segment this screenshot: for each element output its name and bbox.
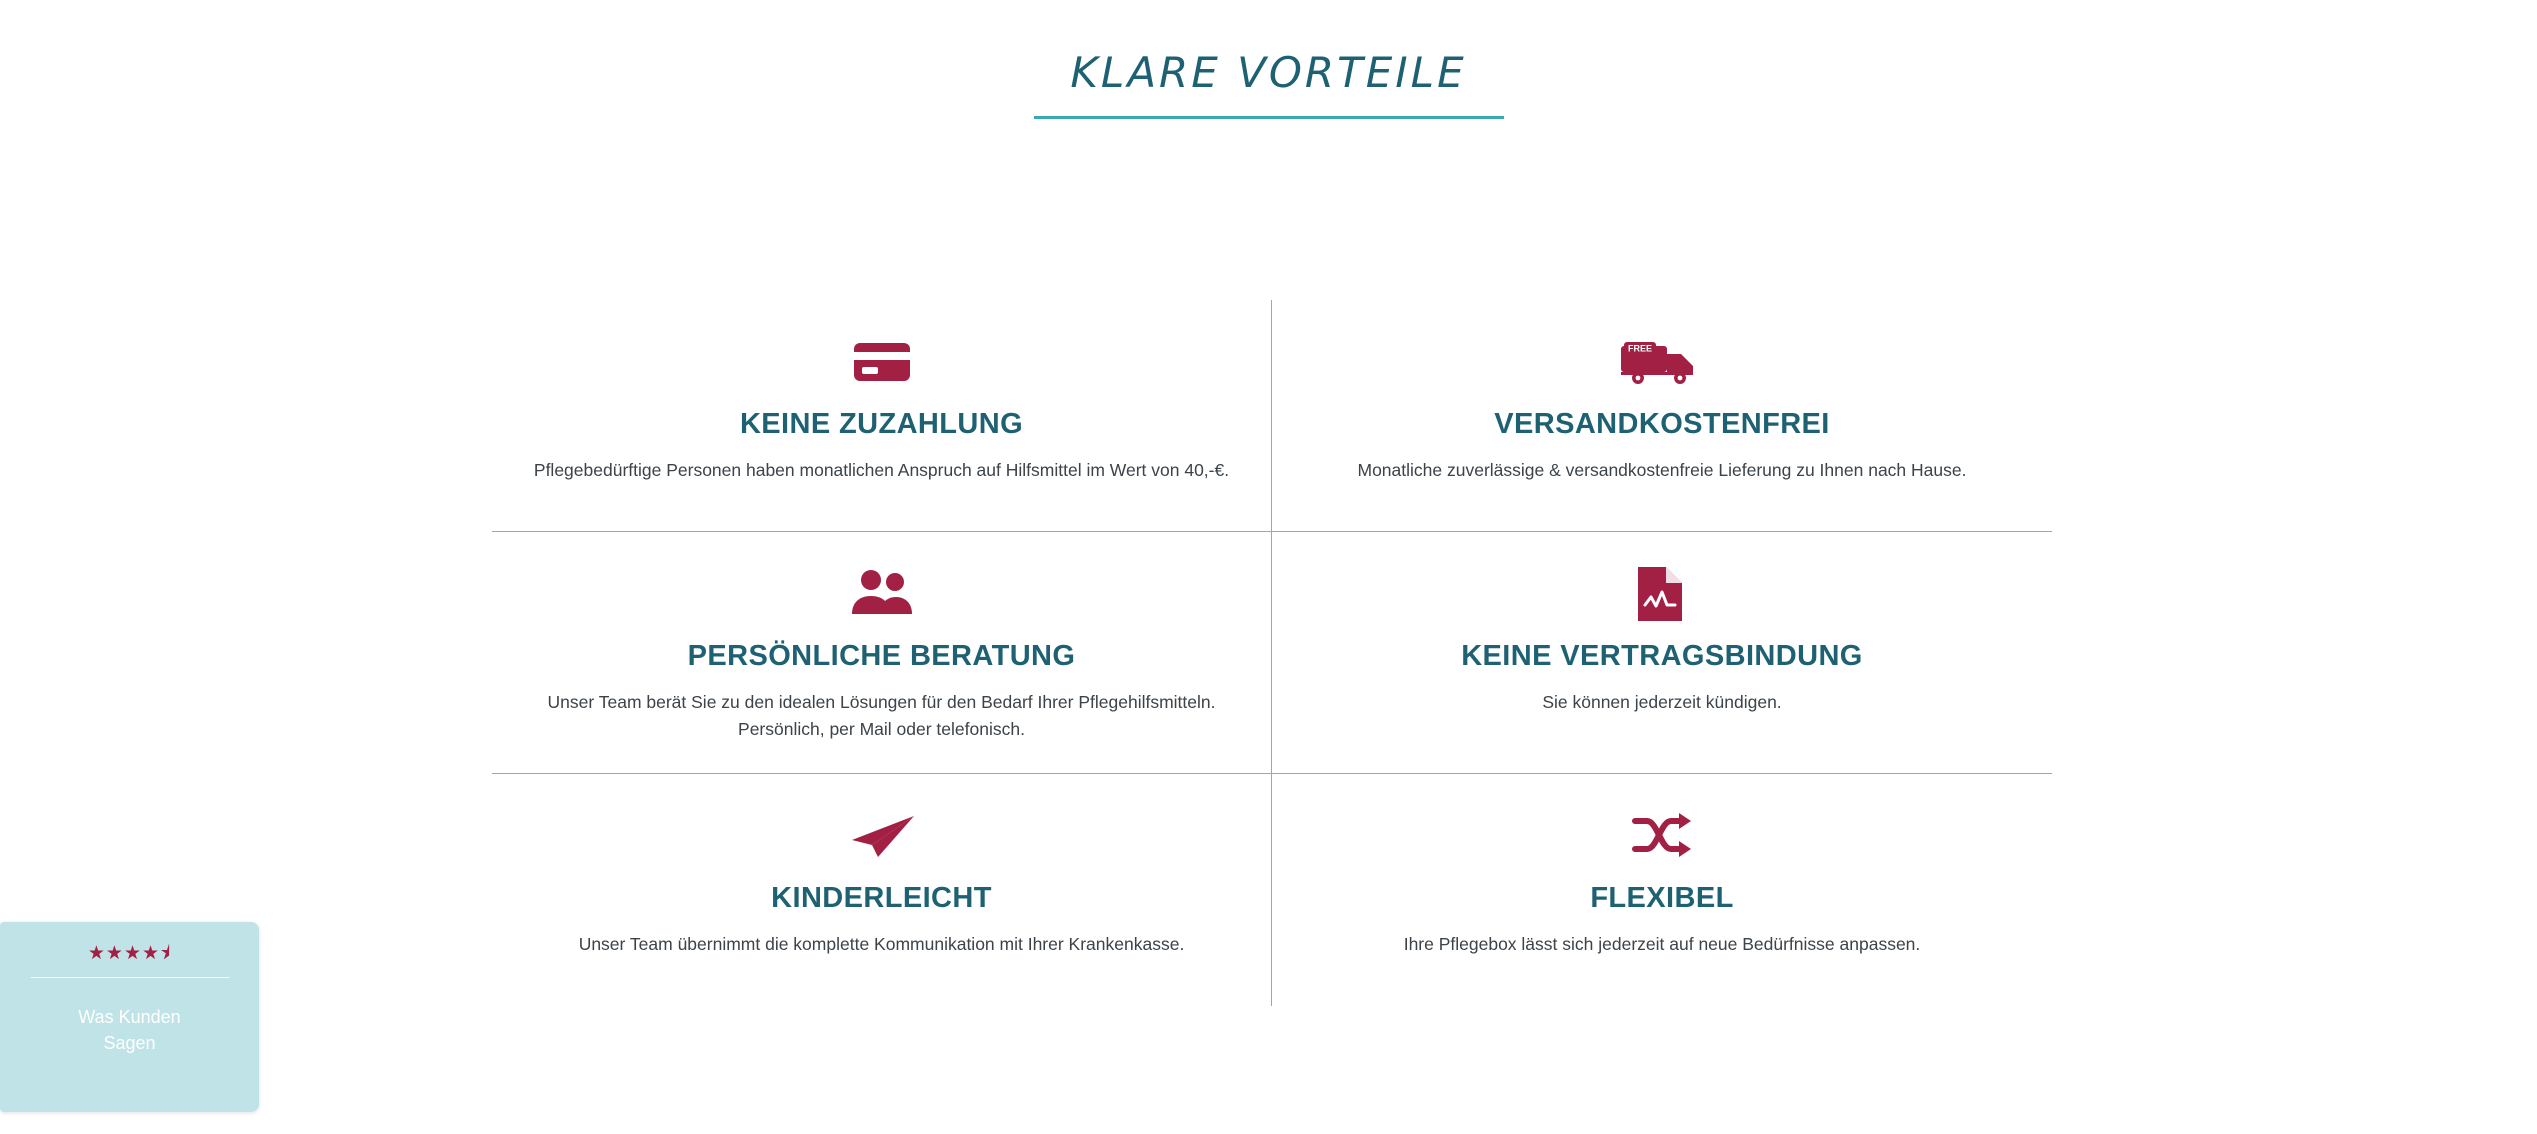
heading-underline — [1034, 116, 1504, 119]
benefit-title: KEINE VERTRAGSBINDUNG — [1461, 640, 1863, 672]
credit-card-icon — [522, 326, 1241, 398]
two-people-icon — [522, 558, 1241, 630]
benefit-title: VERSANDKOSTENFREI — [1494, 408, 1830, 440]
benefit-text: Pflegebedürftige Personen haben monatlichen Anspruch auf Hilfsmittel im Wert von 40,-€. — [533, 460, 1230, 480]
benefit-title: KEINE ZUZAHLUNG — [739, 408, 1024, 440]
reviews-divider — [31, 977, 229, 978]
contract-document-icon — [1302, 558, 2022, 630]
reviews-widget-label — [0, 1004, 259, 1056]
reviews-label-line2: Sagen — [103, 1033, 156, 1054]
page-heading — [0, 48, 2537, 119]
benefit-card-flexibel — [1272, 774, 2052, 1006]
benefit-title: PERSÖNLICHE BERATUNG — [687, 640, 1076, 672]
benefit-card-keine-vertragsbindung — [1272, 532, 2052, 774]
benefit-title: KINDERLEICHT — [771, 882, 992, 915]
page-title: KLARE VORTEILE — [1070, 48, 1467, 97]
reviews-label-line1: Was Kunden — [78, 1007, 181, 1027]
benefit-text: Sie können jederzeit kündigen. — [1542, 692, 1782, 712]
free-delivery-truck-icon — [1302, 326, 2022, 398]
reviews-widget[interactable] — [0, 922, 259, 1112]
benefit-card-persoenliche-beratung — [492, 532, 1272, 774]
benefit-card-keine-zuzahlung — [492, 300, 1272, 532]
svg-text:FREE: FREE — [1627, 343, 1653, 354]
benefit-title: FLEXIBEL — [1590, 882, 1734, 915]
paper-plane-icon — [522, 800, 1241, 872]
benefit-card-kinderleicht — [492, 774, 1272, 1006]
benefit-text: Unser Team berät Sie zu den idealen Lösungen für den Bedarf Ihrer Pflegehilfsmitteln. Persönlich, per Mail oder telefonisch. — [547, 692, 1216, 740]
benefit-text: Monatliche zuverlässige & versandkostenfreie Lieferung zu Ihnen nach Hause. — [1357, 460, 1967, 480]
benefits-grid — [492, 300, 2052, 1006]
benefit-text: Ihre Pflegebox lässt sich jederzeit auf neue Bedürfnisse anpassen. — [1403, 934, 1921, 955]
shuffle-arrows-icon — [1302, 800, 2022, 872]
star-rating-icon: ★★★★⯨ — [87, 943, 172, 964]
benefit-card-versandkostenfrei — [1272, 300, 2052, 532]
benefit-text: Unser Team übernimmt die komplette Kommunikation mit Ihrer Krankenkasse. — [578, 934, 1185, 955]
